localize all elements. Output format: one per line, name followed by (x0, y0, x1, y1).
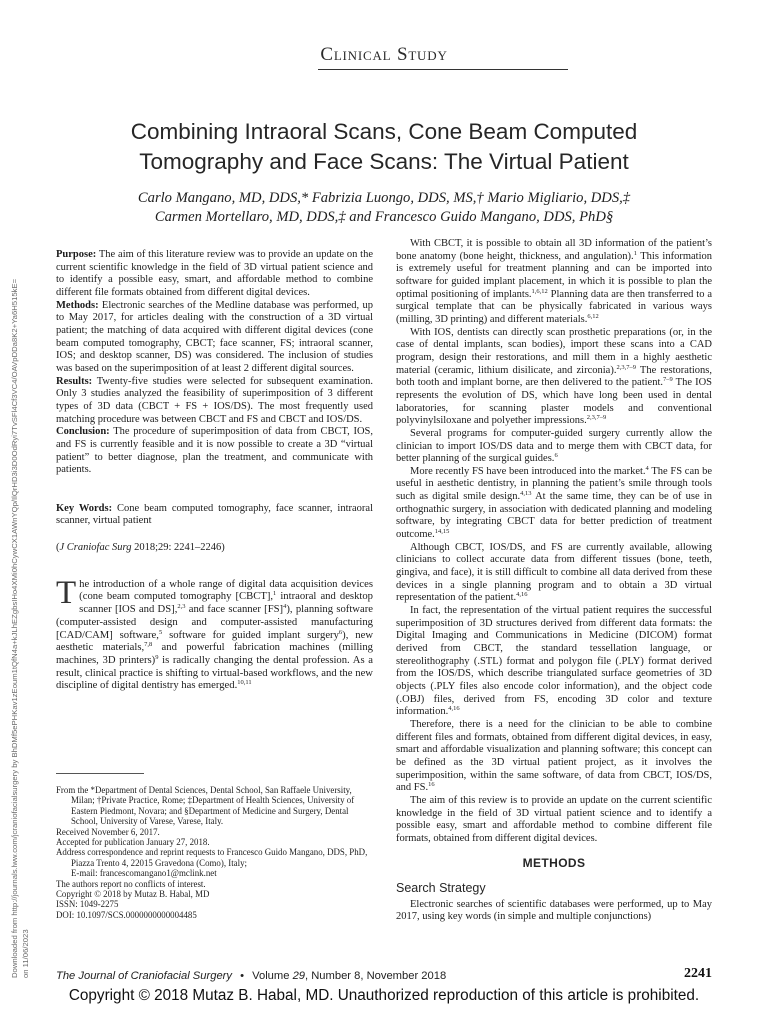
results-label: Results: (56, 375, 93, 387)
body-paragraph (396, 719, 712, 795)
keywords (56, 503, 373, 528)
body-text: With CBCT, it is possible to obtain all 3D information of the patient’s bone anatomy (bone height, thickness, and angulation). (396, 238, 712, 262)
reference-sup: 7,8 (144, 641, 153, 649)
copyright-line: Copyright © 2018 by Mutaz B. Habal, MD (56, 889, 210, 900)
body-paragraph (396, 466, 712, 542)
download-notice (10, 188, 42, 978)
body-paragraph (396, 542, 712, 605)
author-list (40, 189, 728, 227)
body-paragraph (396, 899, 712, 924)
reference-sup: 14,15 (434, 528, 450, 536)
body-paragraph (396, 238, 712, 327)
section-header: Clinical Study (320, 44, 448, 65)
left-column (56, 249, 373, 693)
reference-sup: 4,16 (516, 591, 528, 599)
methods-heading: METHODS (522, 855, 586, 870)
methods-label: Methods: (56, 299, 99, 311)
body-text: The restorations, both tooth and implant borne, are then delivered to the patient. (396, 364, 712, 389)
body-paragraph (396, 605, 712, 719)
volume-label: Volume (252, 970, 290, 982)
title-line: Tomography and Face Scans: The Virtual Patient (139, 149, 629, 174)
reference-sup: 5 (158, 628, 163, 636)
issn: ISSN: 1049-2275 (56, 899, 119, 910)
body-text: The IOS represents the evolution of DS, which have long been used in dental laboratories, for scanning plaster models and conventional polyvinylsiloxane and polyether impressions. (396, 377, 712, 427)
reference-sup: 6 (554, 452, 558, 460)
body-text: Although CBCT, IOS/DS, and FS are currently available, allowing clinicians to collect accurate data from different tissues (bone, teeth, gingiva, and face), it is still difficult to combine all data derived from these devices in a single planning program and to obtain a 3D virtual representation of the patient. (396, 541, 712, 604)
accepted-date: Accepted for publication January 27, 2018. (56, 837, 210, 848)
conflicts-statement: The authors report no conflicts of interest. (56, 878, 206, 889)
body-text: Several programs for computer-guided surgery currently allow the clinician to import IOS/DS data and to merge them with CBCT data, for better planning of the surgical guides. (396, 427, 712, 465)
body-text: More recently FS have been introduced into the market. (410, 465, 646, 477)
reference-sup: 2,3,7–9 (586, 414, 607, 422)
abstract-methods (56, 300, 373, 376)
reference-sup: 4 (283, 603, 287, 611)
copyright-notice: Copyright © 2018 Mutaz B. Habal, MD. Unauthorized reproduction of this article is prohibited. (68, 987, 700, 1004)
body-text: Electronic searches of scientific databases were performed, up to May 2017, using key words (in simple and multiple conjunctions) (396, 898, 712, 923)
correspondence-email: E-mail: francescomangano1@mclink.net (71, 868, 217, 879)
download-notice-line: Downloaded from http://journals.lww.com/jcraniofacialsurgery by BhDMf5ePHKav1zEoum1tQfN4a+kJLhEZgbsIHo4XMi0hCywCX1AWnYQp/IlQrHD3i3D0OdRyi7TvSFl4Cf3VC4/OAVpDDa8K2+Ya6H515kE= (10, 278, 19, 978)
body-text: This information is extremely useful for treatment planning and can be imported into software for guided implant placement, in which it is possible to plan the optimal positioning of implants. (396, 250, 712, 300)
search-strategy-heading: Search Strategy (396, 881, 486, 896)
purpose-label: Purpose: (56, 249, 97, 260)
reference-sup: 1 (633, 249, 637, 257)
download-notice-line: on 11/06/2023 (20, 929, 30, 978)
affiliations-footnote (56, 785, 374, 920)
conclusion-text: The procedure of superimposition of data from CBCT, IOS, and FS is currently feasible and it is now possible to create a 3D “virtual patient” to better diagnose, plan the treatment, and communicate with patients. (56, 426, 373, 476)
header-rule (318, 69, 568, 70)
abstract-results (56, 376, 373, 427)
running-footer (56, 970, 446, 982)
body-text: The FS can be useful in aesthetic dentistry, in planning the patient’s smile through tools such as digital smile design. (396, 465, 713, 503)
intro-text: software for guided implant surgery (162, 629, 339, 641)
reference-sup: 2,3,7–9 (616, 363, 636, 371)
issue-info: , Number 8, November 2018 (305, 970, 447, 982)
intro-text: and face scanner [FS] (185, 604, 284, 616)
body-text: Planning data are then transferred to a surgical template that can be physically fabricated in various ways (milling, 3D printing) and different materials. (396, 288, 712, 325)
reference-sup: 9 (155, 654, 159, 661)
reference-sup: 10,11 (237, 679, 252, 687)
article-title (40, 117, 728, 177)
introduction-paragraph (56, 574, 373, 693)
reference-sup: 4 (645, 464, 649, 472)
results-text: Twenty-five studies were selected for subsequent examination. Only 3 studies analyzed the feasibility of superimposition of 3 different types of 3D data (CBCT + FS + IOS/DS). The most frequently used matching procedure was between CBCT and FS and CBCT and IOS/DS. (56, 375, 373, 425)
reference-sup: 2,3 (177, 603, 186, 611)
body-paragraph (396, 428, 712, 466)
intro-text: ), planning software (computer-assisted design and computer-assisted manufacturing [CAD/CAM] software, (56, 604, 373, 641)
footnote-divider (56, 773, 144, 774)
body-paragraph (396, 795, 712, 846)
abstract-purpose (56, 249, 373, 300)
conclusion-label: Conclusion: (56, 426, 110, 438)
citation-details: 2018;29: 2241–2246 (134, 542, 222, 554)
reference-sup: 1,6,12 (531, 287, 548, 295)
body-text: With IOS, dentists can directly scan prosthetic preparations (or, in the case of dental implants, scan bodies), import these scans into a CAD program, design their restorations, and mill them in a highly aesthetic material (ceramic, lithium disilicate, and zirconia). (396, 326, 712, 376)
body-text: In fact, the representation of the virtual patient requires the successful superimposition of 3D structures derived from different data formats: the Digital Imaging and Communications in Medicine (DICOM) format derived from CBCT, the standard tessellation language, or stereolithography (.STL) format and polygon file (.PLY) format derived from the IOS/DS, which describe triangulated surface geometries of 3D objects (.PLY files also encode color information), and the object code (.OBJ) files, derived from FS, encoding 3D color and texture information. (396, 605, 712, 718)
author-line: Carlo Mangano, MD, DDS,* Fabrizia Luongo, DDS, MS,† Mario Migliario, DDS,‡ (137, 190, 631, 206)
reference-sup: 7–9 (663, 376, 673, 384)
affiliation-from: From the *Department of Dental Sciences, Dental School, San Raffaele University, Milan; †Private Practice, Rome; ‡Department of Health Sciences, University of Eastern Piedmont, Novara; and §Department of Medicine and Surgery, Dental School, University of Varese, Varese, Italy. (56, 785, 355, 827)
keywords-label: Key Words: (56, 502, 113, 514)
abstract (56, 249, 373, 477)
body-text: The aim of this review is to provide an update on the current scientific knowledge in the field of 3D virtual patient science and to identify a possible easy, smart and affordable method to combine different file formats, obtained from different digital devices. (396, 794, 712, 844)
volume-number: 29 (292, 970, 306, 982)
title-line: Combining Intraoral Scans, Cone Beam Computed (130, 119, 638, 144)
intro-text: and powerful fabrication machines (milling machines, 3D printers) (56, 642, 373, 666)
citation: (J Craniofac Surg 2018;29: 2241–2246) (56, 542, 225, 554)
reference-sup: 6 (338, 628, 343, 636)
correspondence-address: Address correspondence and reprint requests to Francesco Guido Mangano, DDS, PhD, Piazza Trento 4, 22015 Gravedona (Como), Italy; (56, 847, 368, 868)
citation-journal: J Craniofac Surg (59, 542, 132, 554)
keywords-text: Cone beam computed tomography, face scanner, intraoral scanner, virtual patient (56, 502, 373, 527)
reference-sup: 6,12 (587, 312, 599, 320)
reference-sup: 1 (273, 590, 277, 598)
reference-sup: 4,13 (520, 490, 532, 498)
body-text: Therefore, there is a need for the clinician to be able to combine different files and formats, obtained from different digital devices, in easy, smart and affordable visualization and planning software; this concept can be defined as the 3D virtual patient project, as it involves the superimposition, within the same software, of data from CBCT, IOS/DS, and FS. (396, 718, 712, 794)
footer-bullet: • (240, 970, 245, 982)
intro-text: he introduction of a whole range of digital data acquisition devices (cone beam computed tomography [CBCT], (79, 578, 373, 603)
drop-cap: T (56, 574, 77, 611)
author-line: Carmen Mortellaro, MD, DDS,‡ and Francesco Guido Mangano, DDS, PhD§ (154, 209, 614, 225)
right-column (396, 238, 712, 924)
journal-name: The Journal of Craniofacial Surgery (56, 970, 232, 982)
abstract-conclusion (56, 426, 373, 477)
intro-text: is radically changing the dental profession. As a result, clinical practice is shifting to virtual-based workflows, and the new discipline of digital dentistry has emerged. (56, 655, 373, 692)
methods-text: Electronic searches of the Medline database was performed, up to May 2017, for articles dealing with the construction of a 3D virtual patient; the matching of data acquired with different digital devices (cone beam computed tomography, CBCT; face scanner, FS; intraoral scanner, IOS; and desktop scanner, DS) was considered. The inclusion of studies was based on the superimposition of at least 2 different digital sources. (56, 299, 373, 374)
received-date: Received November 6, 2017. (56, 826, 160, 837)
doi: DOI: 10.1097/SCS.0000000000004485 (56, 909, 197, 920)
body-text: At the same time, they can be of use in orthognathic surgery, in association with dedicated planning and modeling software, by integrating CBCT data for better prediction of treatment outcome. (396, 491, 712, 541)
reference-sup: 16 (428, 781, 435, 789)
purpose-text: The aim of this literature review was to provide an update on the current scientific knowledge in the field of 3D virtual patient science and to identify a possible easy, smart, and affordable method to combine different file formats obtained from different digital devices. (56, 249, 373, 298)
page-number: 2241 (684, 966, 712, 981)
intro-text: intraoral and desktop scanner [IOS and DS], (79, 591, 373, 616)
intro-text: ), new aesthetic materials, (56, 629, 373, 654)
body-paragraph (396, 327, 712, 428)
reference-sup: 4,16 (448, 705, 460, 713)
